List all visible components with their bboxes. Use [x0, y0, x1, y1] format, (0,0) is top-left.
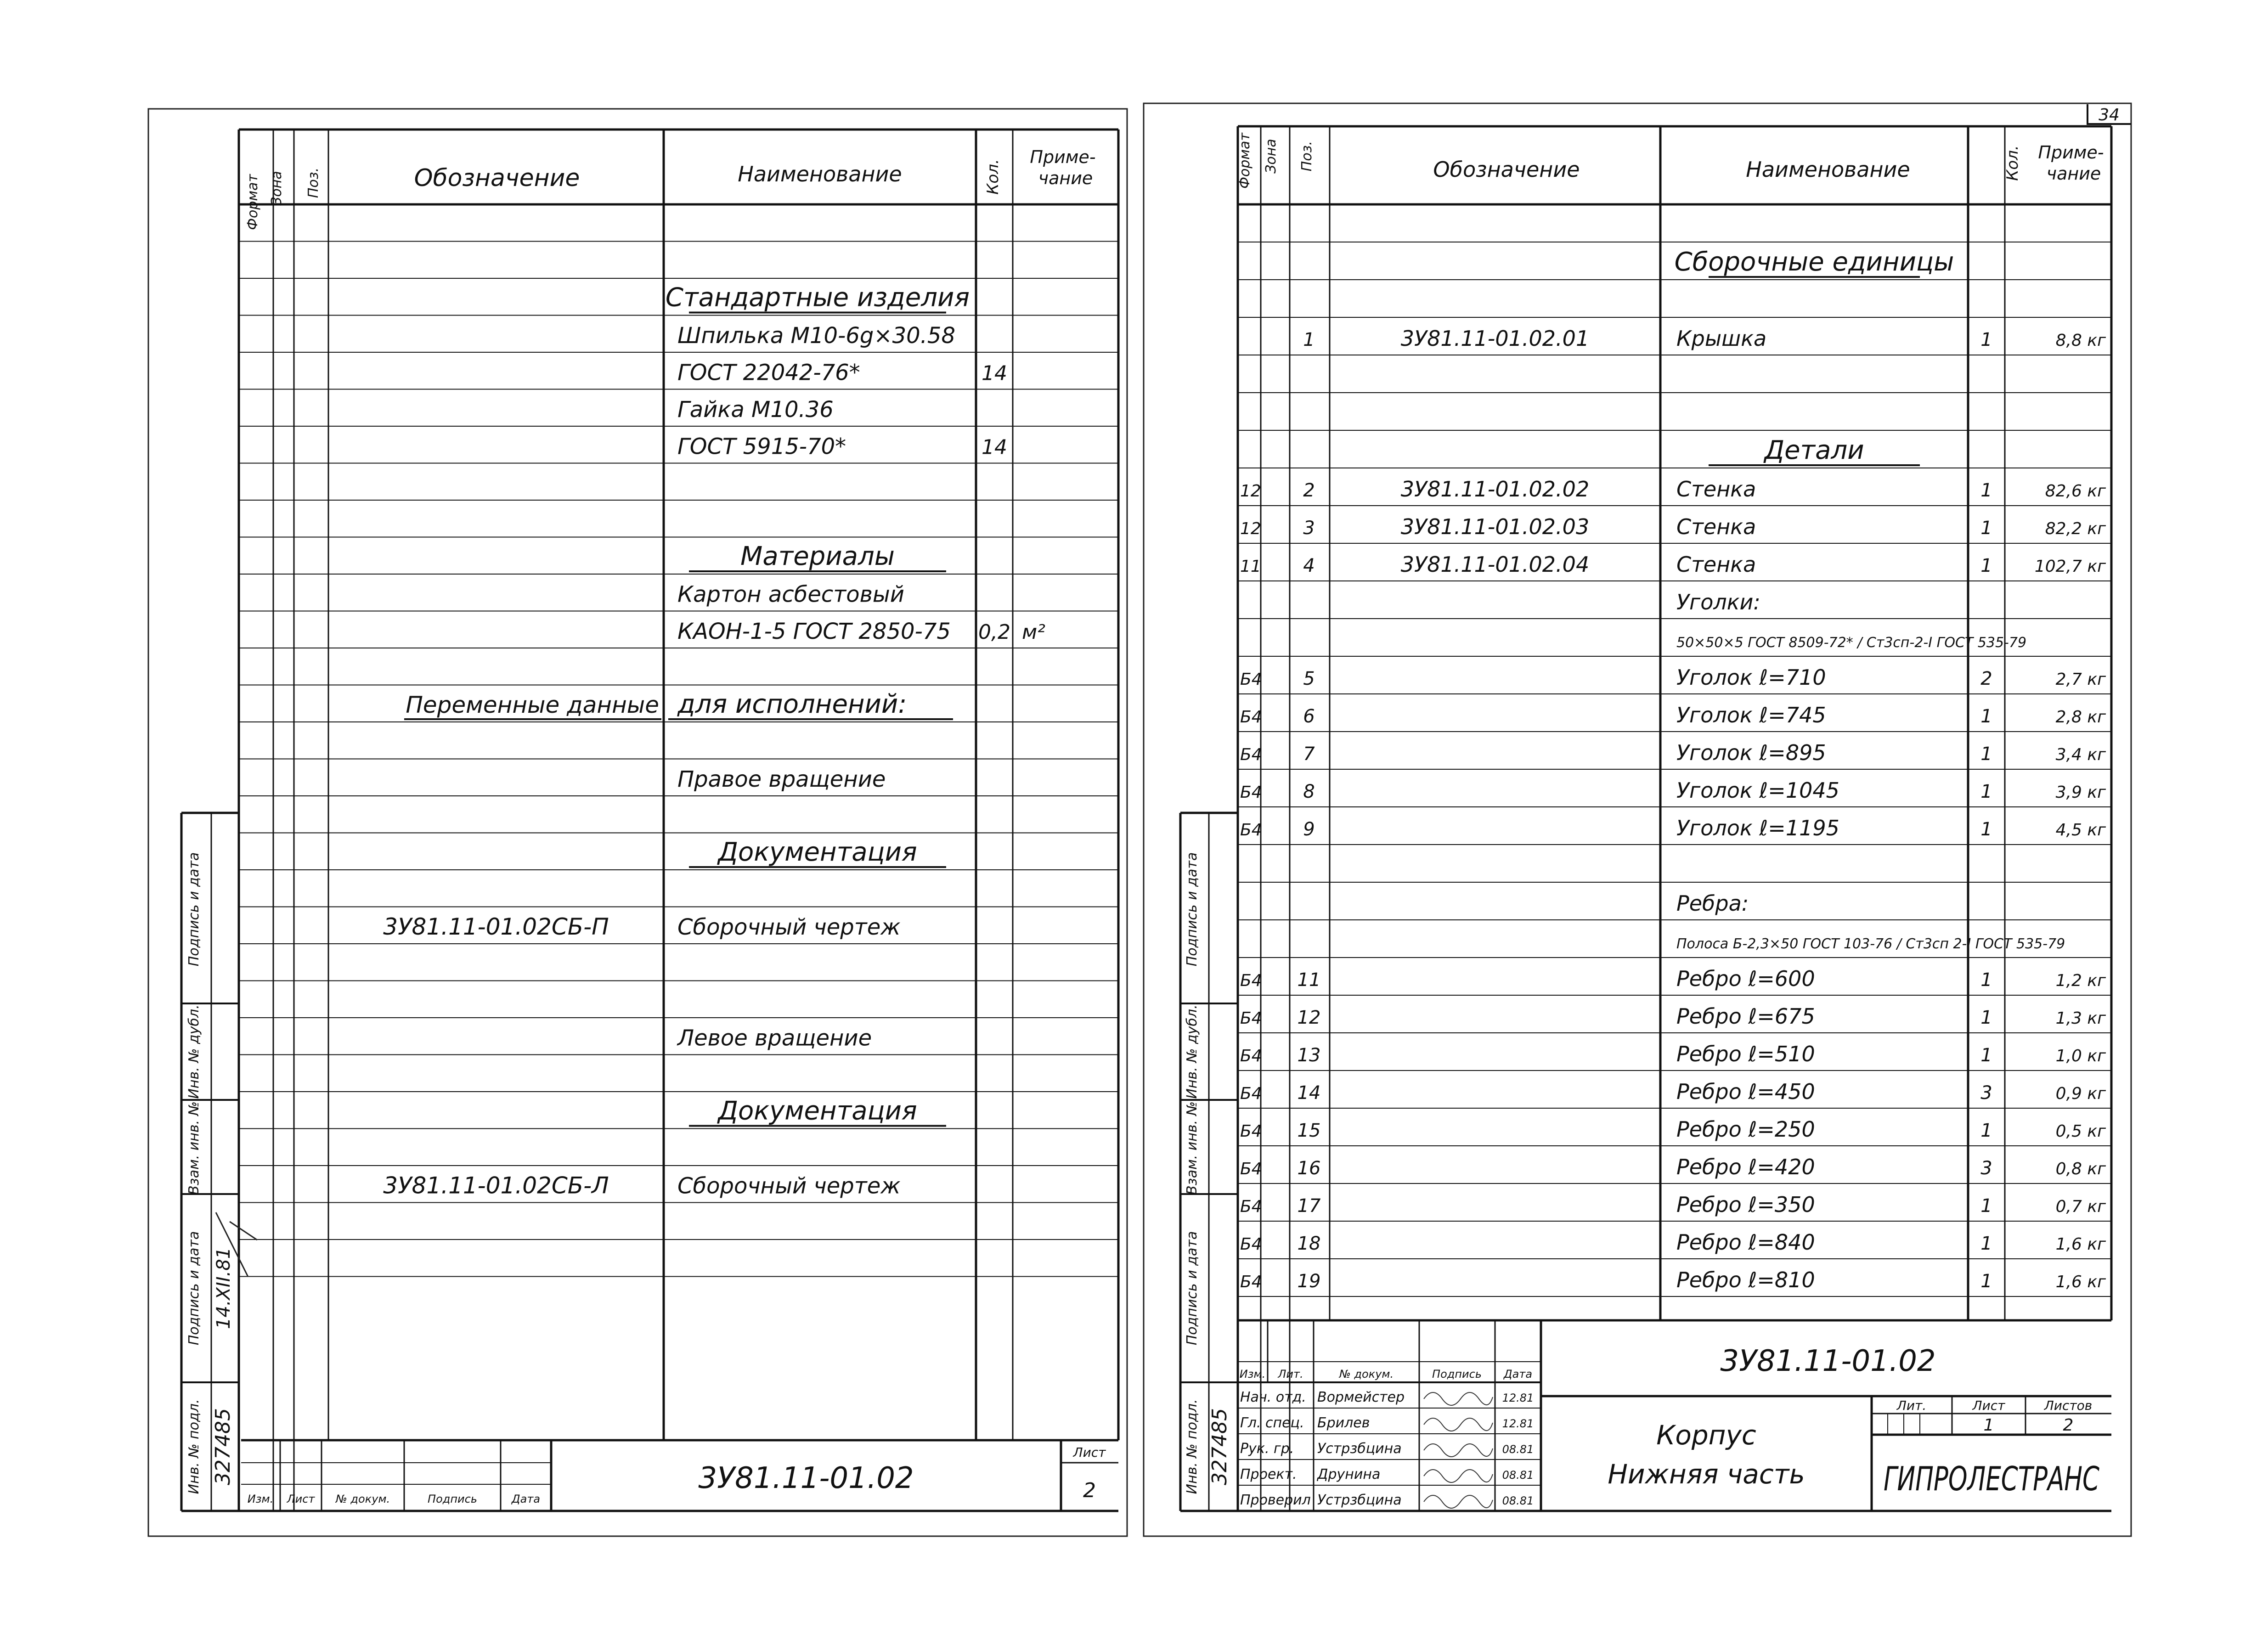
header-note-line2: чание — [1038, 168, 1093, 188]
row-format: Б4 — [1240, 745, 1262, 764]
row-note: 0,7 кг — [2055, 1197, 2106, 1216]
header-note-line2: чание — [2046, 163, 2101, 184]
side-label-dubl: Инв. № дубл. — [1184, 1004, 1200, 1099]
stamp-label-date: Дата — [511, 1493, 541, 1505]
row-name: Уголки: — [1676, 590, 1760, 614]
row-qty: 1 — [1980, 518, 1992, 539]
left-side-margin — [181, 813, 1118, 1511]
row-name: Ребро ℓ=600 — [1676, 966, 1815, 991]
row-qty: 1 — [1980, 1045, 1992, 1066]
row-name: Ребро ℓ=350 — [1676, 1192, 1815, 1217]
row-pos: 2 — [1303, 480, 1315, 501]
tb-date: 12.81 — [1502, 1392, 1534, 1404]
row-qty: 1 — [1980, 706, 1992, 727]
row-qty: 14 — [982, 435, 1007, 459]
title-sheets-label: Листов — [2044, 1398, 2093, 1413]
title-designation: 3У81.11-01.02 — [1720, 1344, 1936, 1378]
header-designation: Обозначение — [1433, 157, 1580, 182]
tb-head-date: Дата — [1503, 1368, 1533, 1380]
row-format: Б4 — [1240, 670, 1262, 689]
row-pos: 11 — [1297, 969, 1321, 991]
row-pos: 19 — [1297, 1271, 1321, 1292]
row-name: Сборочный чертеж — [677, 914, 901, 940]
row-designation: 3У81.11-01.02.02 — [1400, 477, 1590, 501]
stamp-label-list: Лист — [287, 1493, 315, 1505]
side-value-inv-no: 327485 — [1208, 1408, 1231, 1485]
row-pos: 17 — [1297, 1195, 1321, 1217]
tb-date: 08.81 — [1502, 1443, 1534, 1456]
row-note: 1,2 кг — [2055, 971, 2106, 990]
row-note: 4,5 кг — [2055, 821, 2106, 840]
row-name: Детали — [1764, 435, 1864, 465]
row-format: Б4 — [1240, 1273, 1262, 1291]
signature-scribble — [1424, 1495, 1493, 1508]
row-name: Уголок ℓ=745 — [1676, 703, 1826, 727]
row-qty: 1 — [1980, 781, 1992, 802]
row-name: Стенка — [1676, 552, 1756, 577]
left-table-rows — [383, 283, 1045, 1199]
side-label-vzam: Взам. инв. № — [186, 1101, 202, 1195]
right-sheet — [1180, 126, 2111, 1511]
left-table-header — [245, 147, 1101, 230]
row-name: Ребро ℓ=420 — [1676, 1155, 1815, 1179]
row-format: Б4 — [1240, 1122, 1262, 1141]
row-name: Правое вращение — [677, 766, 886, 792]
row-pos: 15 — [1297, 1120, 1321, 1141]
row-format: Б4 — [1240, 1009, 1262, 1028]
row-note: 2,7 кг — [2055, 670, 2106, 689]
row-pos: 3 — [1303, 518, 1315, 539]
row-qty: 1 — [1980, 819, 1992, 840]
row-format: 12 — [1240, 482, 1261, 501]
corner-sheet-box — [2087, 104, 2131, 124]
title-line1: Корпус — [1656, 1420, 1756, 1451]
tb-name: Устрзбцина — [1317, 1492, 1402, 1508]
row-note: 1,0 кг — [2055, 1047, 2106, 1065]
row-name: Сборочный чертеж — [677, 1173, 901, 1199]
row-note: 8,8 кг — [2055, 331, 2106, 350]
row-note: 102,7 кг — [2034, 557, 2106, 576]
row-pos: 1 — [1303, 329, 1315, 350]
stamp-sheet-value: 2 — [1083, 1479, 1096, 1502]
row-name: Уголок ℓ=710 — [1676, 665, 1826, 690]
signature-scribble — [1424, 1444, 1493, 1457]
tb-head-izm: Изм. — [1239, 1368, 1266, 1380]
side-label-vzam: Взам. инв. № — [1184, 1101, 1200, 1195]
stamp-label-doc: № докум. — [335, 1493, 390, 1505]
row-name-spec: 50×50×5 ГОСТ 8509-72* / Ст3сп-2-I ГОСТ 535-79 — [1676, 635, 2027, 651]
side-label-sign-date-2: Подпись и дата — [186, 1231, 202, 1346]
header-designation: Обозначение — [414, 164, 580, 192]
signature-scribble — [1424, 1418, 1493, 1431]
left-stamp — [241, 1440, 1118, 1511]
row-designation: 3У81.11-01.02.04 — [1400, 552, 1590, 577]
tb-head-lit: Лит. — [1278, 1368, 1303, 1380]
tb-role: Проект. — [1240, 1466, 1297, 1482]
header-pos: Поз. — [305, 167, 322, 198]
side-value-handwritten-date: 14.XII.81 — [213, 1247, 234, 1330]
row-name: Уголок ℓ=895 — [1676, 740, 1826, 765]
tb-role: Гл. спец. — [1240, 1415, 1304, 1431]
tb-name: Устрзбцина — [1317, 1441, 1402, 1457]
row-pos: 12 — [1297, 1007, 1321, 1028]
tb-name: Брилев — [1317, 1415, 1370, 1431]
header-name: Наименование — [1746, 157, 1910, 182]
row-note: 2,8 кг — [2055, 708, 2106, 727]
row-note: 1,6 кг — [2055, 1273, 2106, 1291]
row-name: Стандартные изделия — [665, 282, 970, 313]
title-sheets-value: 2 — [2063, 1416, 2074, 1435]
row-pos: 5 — [1303, 668, 1315, 689]
row-name: Ребро ℓ=675 — [1676, 1004, 1815, 1029]
row-pos: 7 — [1303, 744, 1315, 765]
tb-head-sign: Подпись — [1432, 1368, 1482, 1380]
row-pos: 9 — [1303, 819, 1315, 840]
row-pos: 4 — [1303, 555, 1315, 576]
row-pos: 6 — [1303, 706, 1315, 727]
row-format: Б4 — [1240, 1160, 1262, 1178]
right-table-header — [1237, 132, 2110, 189]
row-note: 0,5 кг — [2055, 1122, 2106, 1141]
row-qty: 3 — [1980, 1158, 1992, 1179]
tb-role: Проверил — [1240, 1492, 1311, 1508]
header-name: Наименование — [738, 162, 902, 186]
row-qty: 1 — [1980, 744, 1992, 765]
side-value-inv-no: 327485 — [211, 1408, 235, 1485]
header-qty: Кол. — [2003, 145, 2022, 181]
tb-date: 12.81 — [1502, 1417, 1534, 1430]
row-designation: 3У81.11-01.02СБ-Л — [383, 1172, 609, 1199]
row-format: Б4 — [1240, 1047, 1262, 1065]
row-note: м² — [1022, 620, 1045, 644]
header-zone: Зона — [269, 171, 285, 206]
left-sheet — [181, 130, 1118, 1511]
row-name: Материалы — [740, 541, 895, 571]
header-note — [1030, 147, 1101, 188]
title-organization: ГИПРОЛЕСТРАНС — [1884, 1459, 2100, 1498]
side-label-inv-podl: Инв. № подл. — [186, 1399, 202, 1494]
row-qty: 14 — [982, 361, 1007, 385]
row-name: Ребро ℓ=450 — [1676, 1079, 1815, 1104]
row-name: ГОСТ 22042-76* — [677, 360, 860, 386]
row-note: 0,8 кг — [2055, 1160, 2106, 1178]
row-name: Левое вращение — [677, 1025, 872, 1051]
header-zone: Зона — [1263, 139, 1279, 174]
tb-name: Друнина — [1317, 1466, 1381, 1482]
title-block-people — [1240, 1389, 1534, 1508]
tb-head-doc: № докум. — [1339, 1368, 1394, 1380]
row-note: 82,6 кг — [2045, 482, 2106, 501]
row-name: Ребро ℓ=250 — [1676, 1117, 1815, 1142]
row-name: ГОСТ 5915-70* — [677, 434, 846, 460]
row-format: Б4 — [1240, 821, 1262, 840]
row-name: Стенка — [1676, 477, 1756, 501]
row-name: для исполнений: — [677, 689, 907, 719]
tb-name: Вормейстер — [1317, 1389, 1405, 1405]
header-format: Формат — [1237, 133, 1253, 189]
header-qty: Кол. — [984, 159, 1002, 195]
stamp-designation: 3У81.11-01.02 — [698, 1461, 914, 1495]
row-pos: 8 — [1303, 781, 1315, 802]
tb-role: Нач. отд. — [1240, 1389, 1306, 1405]
row-designation: Переменные данные — [406, 692, 659, 718]
row-name: Картон асбестовый — [677, 581, 904, 608]
row-name: Сборочные единицы — [1674, 247, 1954, 277]
header-format: Формат — [245, 174, 261, 230]
row-name: Ребро ℓ=810 — [1676, 1268, 1815, 1292]
side-label-sign-date-1: Подпись и дата — [1184, 852, 1200, 967]
row-qty: 1 — [1980, 1271, 1992, 1292]
row-note: 0,9 кг — [2055, 1084, 2106, 1103]
row-name: Крышка — [1676, 326, 1767, 351]
row-note: 3,9 кг — [2055, 783, 2106, 802]
corner-sheet-number: 34 — [2099, 106, 2120, 124]
row-pos: 16 — [1297, 1158, 1321, 1179]
title-lit-label: Лит. — [1896, 1398, 1927, 1413]
row-name: КАОН-1-5 ГОСТ 2850-75 — [677, 619, 951, 644]
stamp-label-sign: Подпись — [428, 1493, 477, 1505]
row-qty: 1 — [1980, 555, 1992, 576]
row-qty: 3 — [1980, 1082, 1992, 1104]
row-qty: 1 — [1980, 1007, 1992, 1028]
row-qty: 1 — [1980, 329, 1992, 350]
tb-date: 08.81 — [1502, 1469, 1534, 1482]
row-name: Документация — [718, 1096, 917, 1126]
header-pos: Поз. — [1299, 141, 1315, 172]
row-name: Стенка — [1676, 514, 1756, 539]
header-note — [2038, 142, 2109, 184]
right-title-block — [1238, 1320, 2111, 1511]
row-format: Б4 — [1240, 1197, 1262, 1216]
tb-role: Рук. гр. — [1240, 1441, 1294, 1457]
row-name: Документация — [718, 837, 917, 867]
row-format: Б4 — [1240, 971, 1262, 990]
row-name: Уголок ℓ=1195 — [1676, 816, 1839, 840]
row-note: 1,3 кг — [2055, 1009, 2106, 1028]
row-qty: 1 — [1980, 1233, 1992, 1254]
row-qty: 1 — [1980, 969, 1992, 991]
row-note: 3,4 кг — [2055, 745, 2106, 764]
stamp-label-izm: Изм. — [247, 1493, 274, 1505]
row-name: Гайка М10.36 — [677, 397, 834, 423]
signature-scribble — [1424, 1470, 1493, 1482]
row-qty: 1 — [1980, 1195, 1992, 1217]
row-format: 12 — [1240, 519, 1261, 538]
row-format: Б4 — [1240, 1084, 1262, 1103]
row-format: Б4 — [1240, 783, 1262, 802]
signature-scribble — [1424, 1392, 1493, 1405]
row-pos: 14 — [1297, 1082, 1321, 1104]
row-name-spec: Полоса Б-2,3×50 ГОСТ 103-76 / Ст3сп 2-I ГОСТ 535-79 — [1676, 936, 2065, 952]
row-format: 11 — [1240, 557, 1261, 576]
row-name: Уголок ℓ=1045 — [1676, 778, 1839, 803]
row-qty: 1 — [1980, 480, 1992, 501]
row-qty: 1 — [1980, 1120, 1992, 1141]
row-name: Шпилька М10-6g×30.58 — [677, 323, 955, 349]
row-designation: 3У81.11-01.02.01 — [1400, 326, 1590, 351]
header-note-line1: Приме- — [2038, 142, 2104, 163]
row-format: Б4 — [1240, 1235, 1262, 1254]
side-label-dubl: Инв. № дубл. — [186, 1004, 202, 1099]
row-format: Б4 — [1240, 708, 1262, 727]
row-qty: 2 — [1980, 668, 1992, 689]
side-label-sign-date-2: Подпись и дата — [1184, 1231, 1200, 1346]
title-line2: Нижняя часть — [1608, 1459, 1805, 1490]
header-note-line1: Приме- — [1030, 147, 1096, 167]
side-label-inv-podl: Инв. № подл. — [1184, 1399, 1200, 1494]
title-sheet-value: 1 — [1983, 1416, 1994, 1435]
row-pos: 18 — [1297, 1233, 1321, 1254]
row-name: Ребра: — [1676, 891, 1749, 916]
row-name: Ребро ℓ=840 — [1676, 1230, 1815, 1255]
tb-date: 08.81 — [1502, 1494, 1534, 1507]
row-qty: 0,2 — [978, 620, 1010, 644]
row-designation: 3У81.11-01.02.03 — [1400, 514, 1590, 539]
stamp-sheet-label: Лист — [1073, 1445, 1106, 1460]
row-designation: 3У81.11-01.02СБ-П — [383, 913, 609, 940]
row-note: 82,2 кг — [2045, 519, 2106, 538]
row-pos: 13 — [1297, 1045, 1321, 1066]
title-sheet-label: Лист — [1972, 1398, 2005, 1413]
side-label-sign-date-1: Подпись и дата — [186, 852, 202, 967]
row-name: Ребро ℓ=510 — [1676, 1042, 1815, 1066]
row-note: 1,6 кг — [2055, 1235, 2106, 1254]
